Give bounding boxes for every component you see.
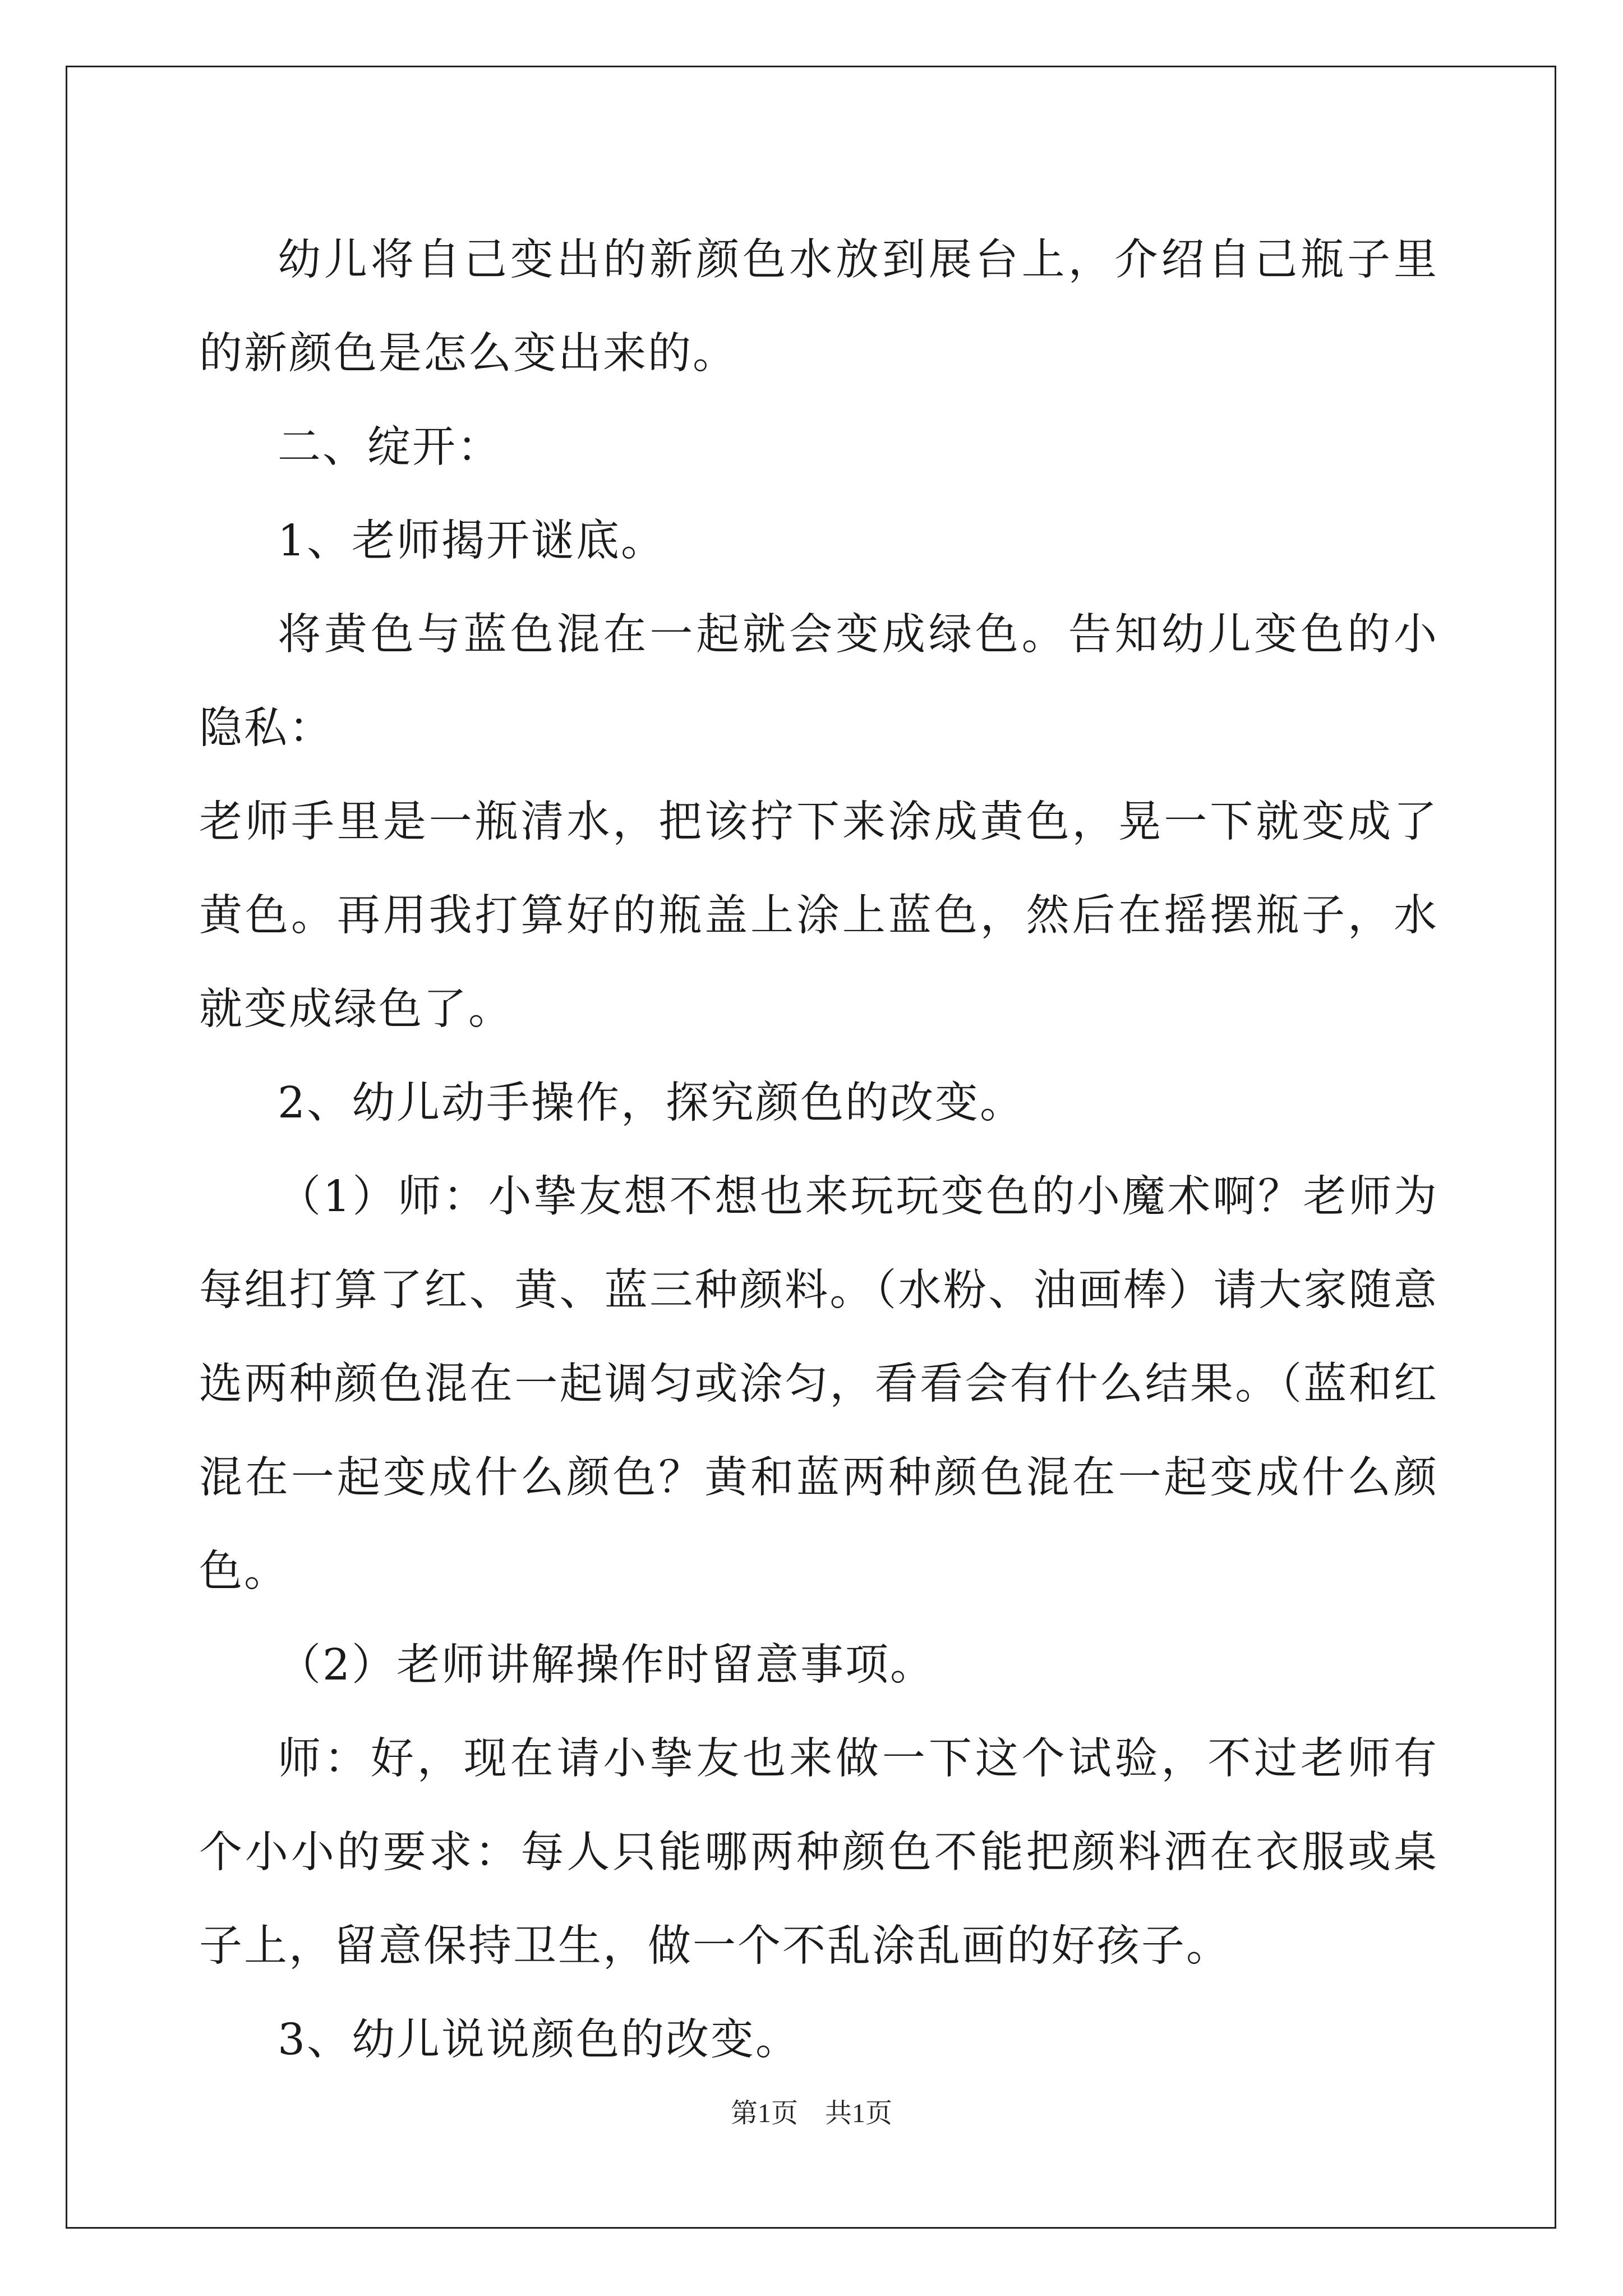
step-heading: 1、老师揭开谜底。 xyxy=(278,516,666,566)
paragraph: （2）老师讲解操作时留意事项。 xyxy=(278,1640,935,1690)
paragraph: 将黄色与蓝色混在一起就会变成绿色。告知幼儿变色的小隐私： xyxy=(199,610,1438,753)
document-body xyxy=(199,213,1438,2087)
paragraph: 老师手里是一瓶清水，把该拧下来涂成黄色，晃一下就变成了黄色。再用我打算好的瓶盖上涂上蓝色，然后在摇摆瓶子，水就变成绿色了。 xyxy=(199,797,1438,1034)
step-heading: 2、幼儿动手操作，探究颜色的改变。 xyxy=(278,1078,1025,1128)
step-heading: 3、幼儿说说颜色的改变。 xyxy=(278,2015,800,2065)
paragraph: （1）师：小挚友想不想也来玩玩变色的小魔术啊？老师为每组打算了红、黄、蓝三种颜料。（水粉、油画棒）请大家随意选两种颜色混在一起调匀或涂匀，看看会有什么结果。（蓝和红混在一起变成什么颜色？黄和蓝两种颜色混在一起变成什么颜色。 xyxy=(199,1172,1438,1596)
paragraph: 师：好，现在请小挚友也来做一下这个试验，不过老师有个小小的要求：每人只能哪两种颜色不能把颜料洒在衣服或桌子上，留意保持卫生，做一个不乱涂乱画的好孩子。 xyxy=(199,1734,1438,1971)
paragraph: 幼儿将自己变出的新颜色水放到展台上，介绍自己瓶子里的新颜色是怎么变出来的。 xyxy=(199,235,1438,379)
section-heading: 二、绽开： xyxy=(278,422,502,472)
page-footer: 第1页 共1页 xyxy=(730,2099,892,2128)
